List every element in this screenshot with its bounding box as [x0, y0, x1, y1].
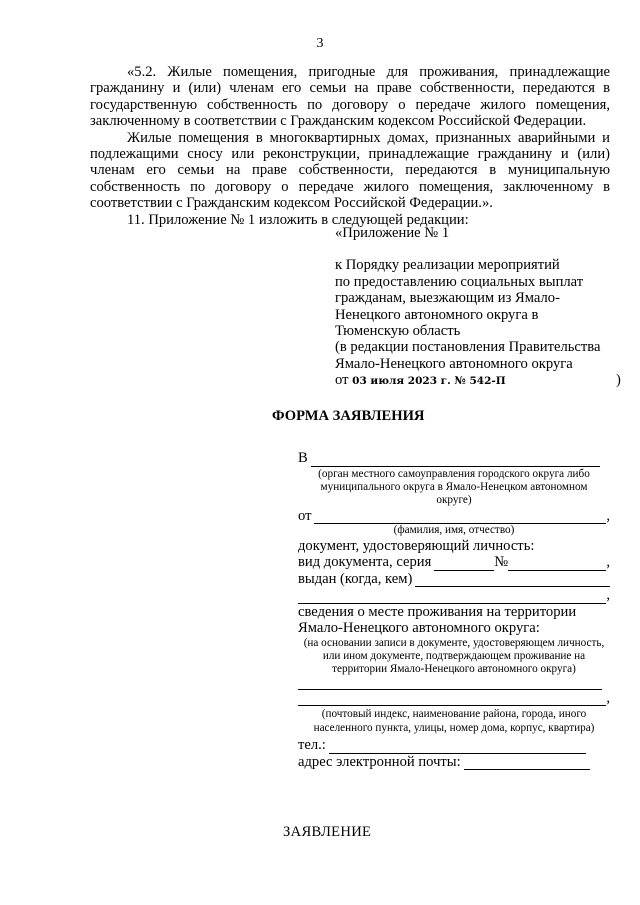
appendix-title: «Приложение № 1: [335, 225, 450, 241]
recipient-field[interactable]: [311, 454, 600, 467]
email-field[interactable]: [464, 757, 590, 770]
appendix-line: к Порядку реализации мероприятий: [335, 257, 560, 274]
appendix-line: Тюменскую область: [335, 323, 461, 340]
residence-label: Ямало-Ненецкого автономного округа:: [298, 620, 540, 637]
issued-label: выдан (когда, кем): [298, 570, 413, 587]
id-document-label: документ, удостоверяющий личность:: [298, 537, 535, 554]
appendix-line: гражданам, выезжающим из Ямало-: [335, 290, 560, 307]
address-field-continued[interactable]: [298, 693, 606, 706]
phone-field[interactable]: [329, 741, 586, 754]
residence-note: (на основании записи в документе, удостоверяющем личность, или ином документе, подтверждающем проживание на территории Ямало-Ненецкого автономного округа): [303, 636, 605, 676]
appendix-line: Ненецкого автономного округа в: [335, 306, 539, 323]
from-label: от: [298, 507, 312, 524]
issued-row: [298, 571, 610, 588]
email-row: [298, 754, 610, 771]
recipient-row: [298, 450, 610, 467]
address-row: [298, 677, 610, 690]
comma: ,: [606, 507, 610, 524]
date-suffix: ): [615, 372, 621, 389]
date-prefix: от: [335, 372, 349, 389]
comma: ,: [606, 554, 610, 571]
appendix-header: [335, 225, 620, 390]
paragraph: 11. Приложение № 1 изложить в следующей редакции:: [127, 211, 469, 228]
number-field[interactable]: [508, 558, 606, 571]
phone-row: [298, 737, 610, 754]
appendix-line: Ямало-Ненецкого автономного округа: [335, 355, 573, 372]
comma: ,: [606, 689, 610, 706]
address-note: (почтовый индекс, наименование района, города, иного населенного пункта, улицы, номер дома, корпус, квартира): [313, 708, 595, 734]
applicant-note: (фамилия, имя, отчество): [393, 524, 515, 537]
comma: ,: [606, 587, 610, 604]
series-field[interactable]: [434, 558, 494, 571]
paragraph: «5.2. Жилые помещения, пригодные для проживания, принадлежащие гражданину и (или) членам его семьи на праве собственности, передаются в государственную собственность по договору о передаче жилого помещения, заключенному в соответствии с Гражданским кодексом Российской Федерации.: [90, 64, 610, 130]
residence-label: сведения о месте проживания на территории: [298, 603, 577, 620]
amendment-text: [90, 64, 610, 228]
number-label: №: [494, 554, 509, 571]
document-row: [298, 554, 610, 571]
form-title: ФОРМА ЗАЯВЛЕНИЯ: [272, 408, 425, 424]
appendix-line: по предоставлению социальных выплат: [335, 273, 584, 290]
phone-label: тел.:: [298, 737, 326, 754]
page-number: 3: [316, 36, 324, 51]
appendix-line: (в редакции постановления Правительства: [335, 339, 601, 356]
email-label: адрес электронной почты:: [298, 753, 461, 770]
document-date-number: 03 июля 2023 г. № 542-П: [352, 375, 506, 388]
paragraph: Жилые помещения в многоквартирных домах, признанных аварийными и подлежащими сносу или реконструкции, принадлежащие гражданину и (или) членам его семьи на праве собственности, передаются в муниципальную собственность по договору о передаче жилого помещения, заключенному в соответствии с Гражданским кодексом Российской Федерации.».: [90, 129, 610, 212]
doc-type-label: вид документа, серия: [298, 554, 432, 571]
appendix-date-line: [335, 372, 620, 389]
issued-field[interactable]: [415, 574, 610, 587]
address-field[interactable]: [298, 677, 602, 690]
issued-row-continued: [298, 587, 610, 604]
to-label: В: [298, 450, 308, 466]
applicant-row: [298, 508, 610, 525]
statement-heading: ЗАЯВЛЕНИЕ: [283, 824, 372, 840]
address-row-continued: [298, 690, 610, 707]
applicant-name-field[interactable]: [314, 511, 606, 524]
issued-field-continued[interactable]: [298, 591, 606, 604]
recipient-note: (орган местного самоуправления городского округа либо муниципального округа в Ямало-Ненецком автономном округе): [318, 467, 590, 507]
application-form: [298, 450, 610, 770]
